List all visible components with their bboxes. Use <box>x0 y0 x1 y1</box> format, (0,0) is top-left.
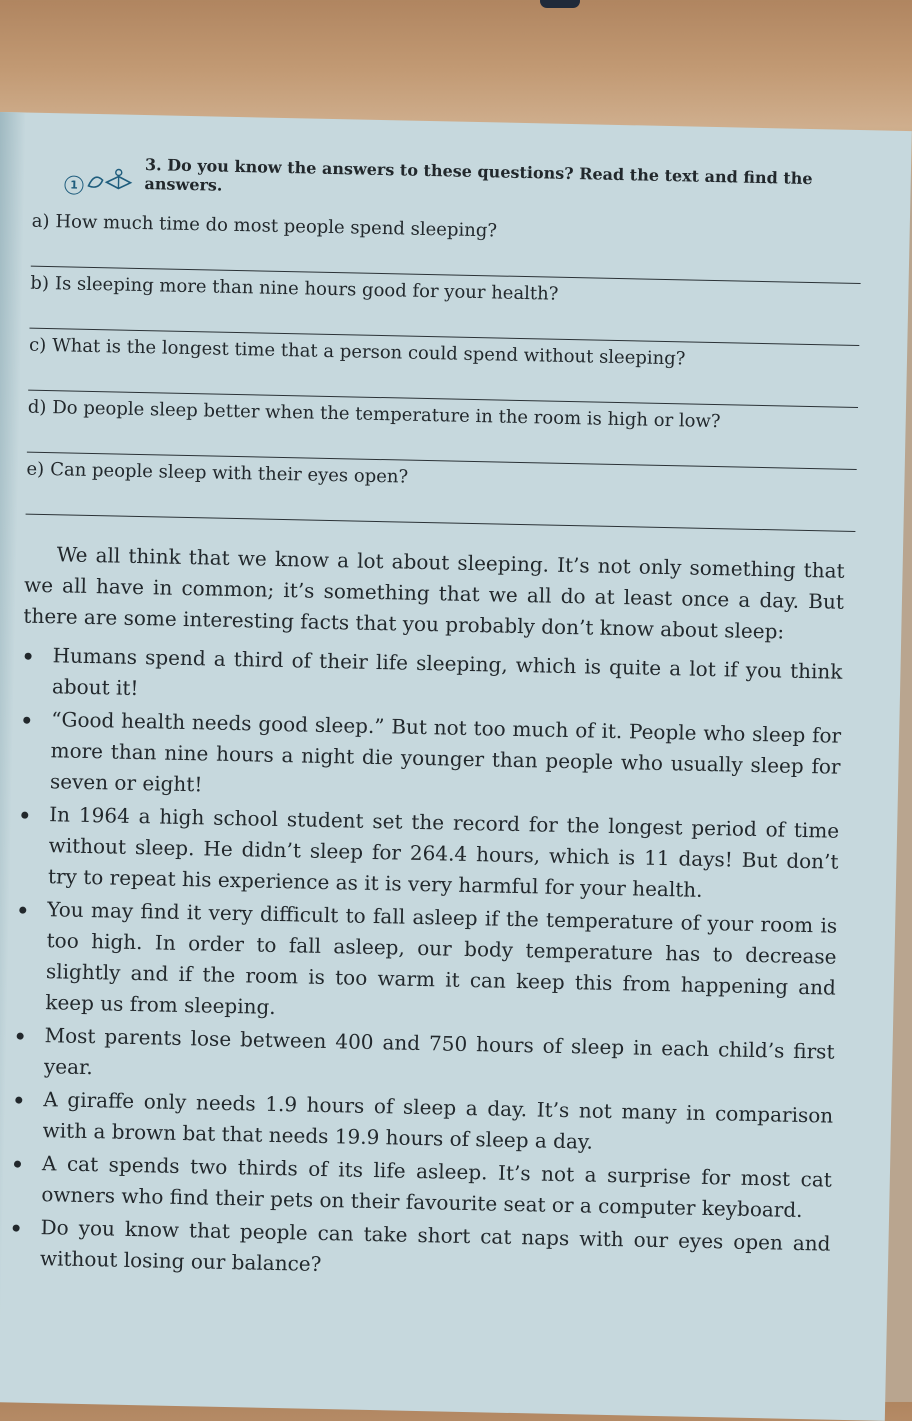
desk-object <box>540 0 580 8</box>
task-icons <box>64 165 143 197</box>
bullet-icon <box>21 812 28 819</box>
task-heading-block <box>32 153 853 208</box>
task-heading: 3. Do you know the answers to these questions? Read the text and find the answers. <box>144 155 813 195</box>
fact-text: A cat spends two thirds of its life asleep. It’s not a surprise for most cat owners who find their pets on their favourite seat or a computer keyboard. <box>41 1151 833 1223</box>
fact-text: In 1964 a high school student set the record for the longest period of time without sleep. He didn’t sleep for 264.4 hours, which is 11 days! But don’t try to repeat his experience as it is very harmful for your health. <box>47 802 840 902</box>
question-letter: e) <box>26 458 45 481</box>
question-text: How much time do most people spend sleeping? <box>55 211 498 242</box>
question-letter: d) <box>27 396 47 419</box>
bullet-icon <box>23 717 30 724</box>
question-text: What is the longest time that a person could spend without sleeping? <box>52 335 686 370</box>
fact-text: “Good health needs good sleep.” But not too much of it. People who sleep for more than nine hours a night die younger than people who usually sleep for seven or eight! <box>49 707 842 797</box>
question-letter: b) <box>30 272 50 295</box>
facts-list <box>10 640 843 1291</box>
page-content <box>10 153 853 1293</box>
bullet-icon <box>13 1225 20 1232</box>
question-text: Is sleeping more than nine hours good for your health? <box>54 273 559 305</box>
fact-text: You may find it very difficult to fall asleep if the temperature of your room is too high. In order to fall asleep, our body temperature has to decrease slightly and if the room is too warm it can keep this from happening and keep us from sleeping. <box>45 897 838 1019</box>
fact-text: A giraffe only needs 1.9 hours of sleep a day. It’s not many in comparison with a brown bat that needs 19.9 hours of sleep a day. <box>42 1087 834 1154</box>
fact-item <box>20 704 842 814</box>
bullet-icon <box>15 1097 22 1104</box>
number-one-icon: 1 <box>64 175 83 194</box>
intro-paragraph: We all think that we know a lot about sleeping. It’s not only something that we all have in common; it’s something that we all do at least once a day. But there are some interesting facts that you probably don’t know about sleep: <box>23 542 845 644</box>
answer-line[interactable] <box>26 514 856 532</box>
fact-text: Most parents lose between 400 and 750 hours of sleep in each child’s first year. <box>43 1023 835 1080</box>
bullet-icon <box>25 653 32 660</box>
fact-text: Do you know that people can take short cat naps with our eyes open and without losing our balance? <box>39 1215 831 1276</box>
question-list <box>25 211 851 538</box>
bullet-icon <box>14 1161 21 1168</box>
bullet-icon <box>19 907 26 914</box>
textbook-page <box>0 112 912 1421</box>
bullet-icon <box>17 1033 24 1040</box>
fact-item <box>18 799 840 909</box>
question-letter: a) <box>31 210 50 233</box>
reading-icon <box>84 166 141 197</box>
fact-text: Humans spend a third of their life sleeping, which is quite a lot if you think about it! <box>51 643 843 701</box>
question-letter: c) <box>28 334 47 357</box>
reading-text <box>10 539 845 1291</box>
question-text: Can people sleep with their eyes open? <box>49 459 409 488</box>
fact-item <box>15 894 837 1035</box>
question-text: Do people sleep better when the temperature in the room is high or low? <box>52 397 721 433</box>
